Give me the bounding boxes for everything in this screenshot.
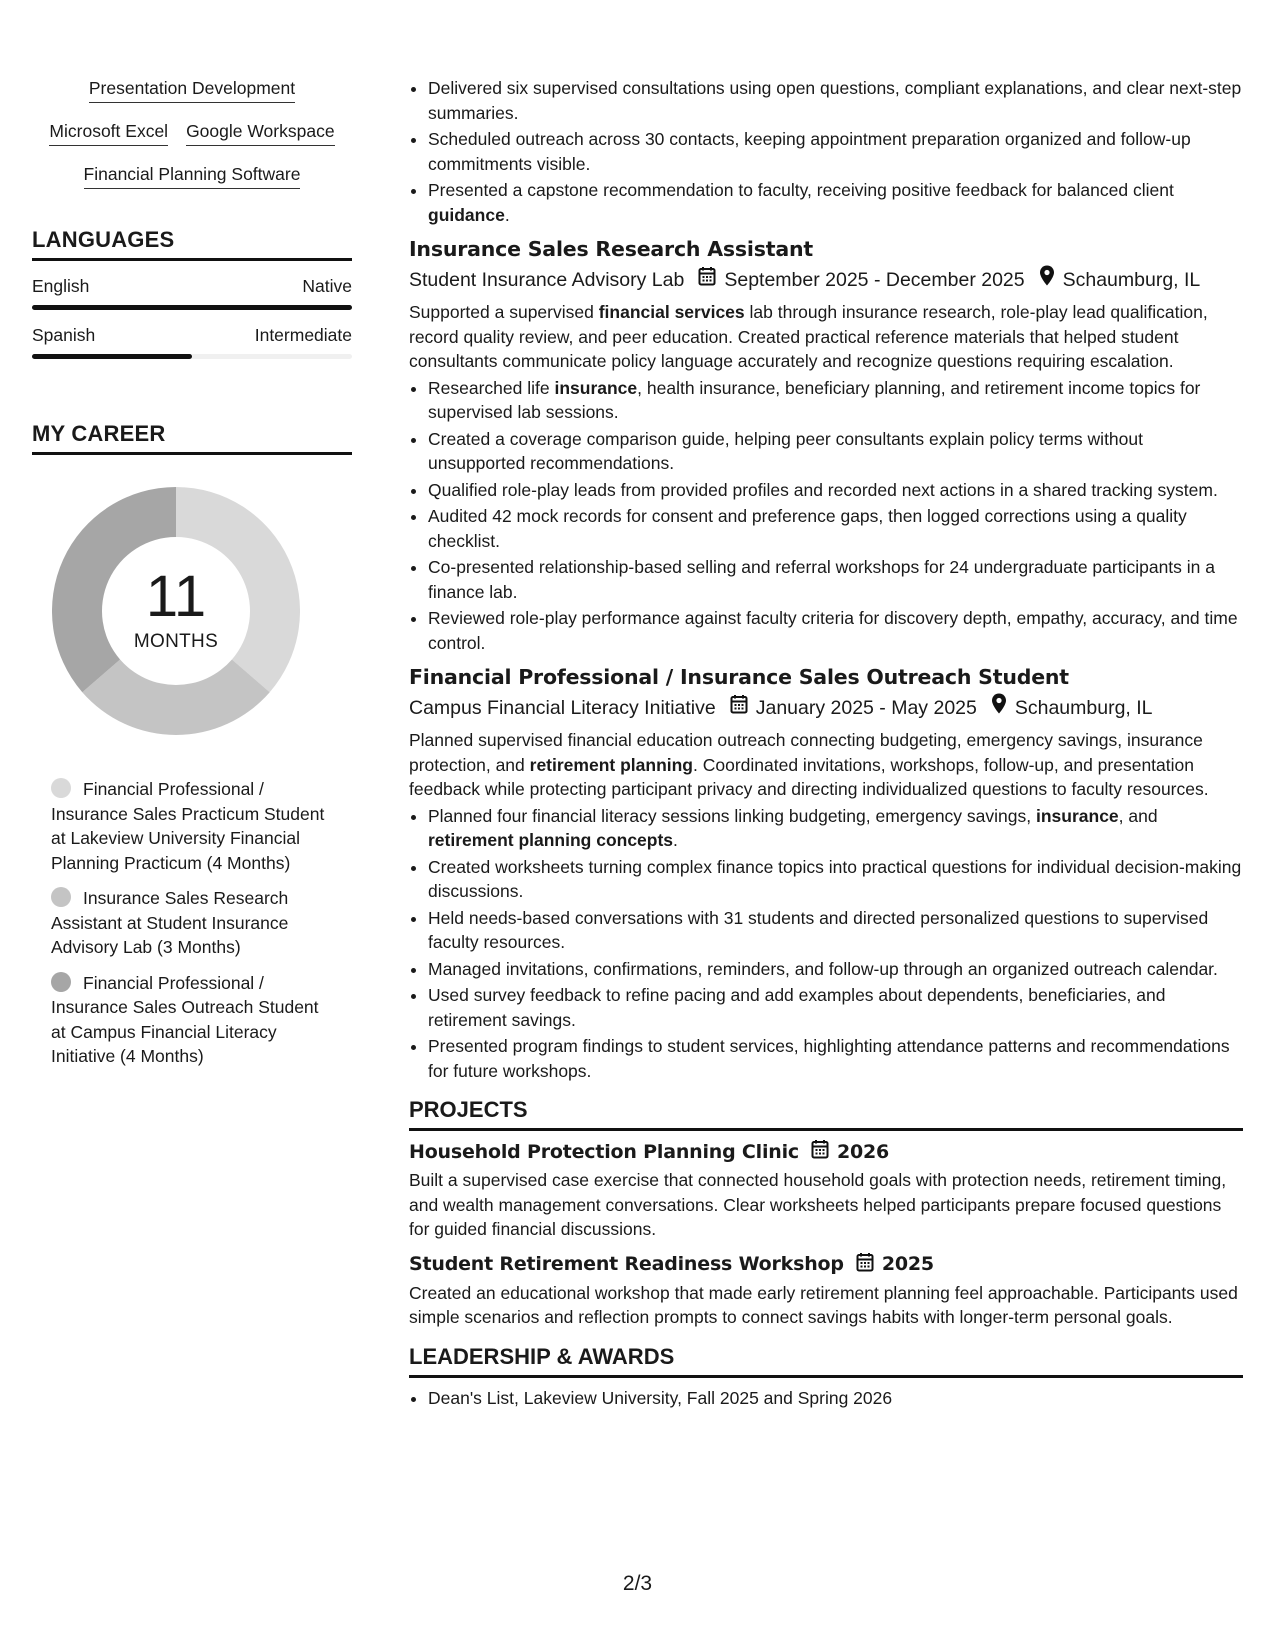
career-legend-label: Financial Professional / Insurance Sales Outreach Student at Campus Financial Literacy Initiative (4 Months) xyxy=(51,972,319,1066)
career-heading: MY CAREER xyxy=(32,421,352,455)
language-name: Spanish xyxy=(32,325,96,345)
job-location: Schaumburg, IL xyxy=(1014,696,1153,719)
skill-tag: Microsoft Excel xyxy=(49,119,168,146)
job-entry xyxy=(409,237,1243,655)
job-meta xyxy=(409,265,1243,294)
job-entry xyxy=(409,665,1243,1083)
calendar-icon xyxy=(730,694,748,722)
sidebar xyxy=(32,76,352,1080)
language-proficiency-bar xyxy=(32,354,352,359)
language-proficiency-fill xyxy=(32,305,352,310)
bullet-item: • Researched life insurance, health insurance, beneficiary planning, and retirement income topics for supervised lab sessions. xyxy=(428,376,1243,425)
bullet-item: • Planned four financial literacy sessions linking budgeting, emergency savings, insurance, and retirement planning concepts. xyxy=(428,804,1243,853)
emphasis: retirement planning xyxy=(529,754,693,775)
job-dates: January 2025 - May 2025 xyxy=(755,696,977,719)
bullet-item: • Presented a capstone recommendation to faculty, receiving positive feedback for balanced client guidance. xyxy=(428,178,1243,227)
legend-dot-icon xyxy=(51,972,71,992)
career-total: 11 xyxy=(145,564,207,629)
main-content xyxy=(409,76,1243,1412)
bullet-item: • Audited 42 mock records for consent and preference gaps, then logged corrections using a quality checklist. xyxy=(428,504,1243,553)
skill-tag: Google Workspace xyxy=(186,119,335,146)
career-legend-label: Financial Professional / Insurance Sales Practicum Student at Lakeview University Financial Planning Practicum (4 Months) xyxy=(51,779,325,873)
bullet-item: • Held needs-based conversations with 31 students and directed personalized questions to supervised faculty resources. xyxy=(428,906,1243,955)
career-legend-item xyxy=(51,777,331,875)
project-title-row xyxy=(409,1252,1243,1277)
career-legend-label: Insurance Sales Research Assistant at Student Insurance Advisory Lab (3 Months) xyxy=(51,888,289,957)
career-segment-2 xyxy=(82,659,269,735)
location-pin-icon xyxy=(1039,265,1055,294)
language-proficiency-bar xyxy=(32,305,352,310)
skill-row xyxy=(32,119,352,146)
job-meta xyxy=(409,693,1243,722)
leadership-heading: LEADERSHIP & AWARDS xyxy=(409,1344,1243,1378)
job-bullets xyxy=(409,804,1243,1084)
languages-list xyxy=(32,275,352,359)
emphasis: insurance xyxy=(1035,805,1119,826)
bullet-item: • Qualified role-play leads from provided profiles and recorded next actions in a shared tracking system. xyxy=(428,478,1243,503)
language-item xyxy=(32,275,352,310)
project-title-row xyxy=(409,1139,1243,1164)
emphasis: guidance xyxy=(428,204,505,225)
job-title: Insurance Sales Research Assistant xyxy=(409,237,813,261)
bullet-item: • Scheduled outreach across 30 contacts, keeping appointment preparation organized and follow-up commitments visible. xyxy=(428,127,1243,176)
project-entry xyxy=(409,1252,1243,1330)
career-legend-item xyxy=(51,886,331,960)
career-legend xyxy=(32,777,352,1069)
job-organization: Student Insurance Advisory Lab xyxy=(409,268,685,291)
project-description: Created an educational workshop that made early retirement planning feel approachable. Participants used simple scenarios and reflection prompts to connect savings habits with longer-term personal goals. xyxy=(409,1282,1238,1327)
language-level: Native xyxy=(302,276,352,296)
emphasis: insurance xyxy=(554,377,638,398)
skill-row xyxy=(32,76,352,103)
language-level: Intermediate xyxy=(254,325,352,345)
project-title: Household Protection Planning Clinic xyxy=(409,1140,799,1163)
skill-tag: Presentation Development xyxy=(89,76,295,103)
calendar-icon xyxy=(811,1139,829,1164)
legend-dot-icon xyxy=(51,778,71,798)
language-row xyxy=(32,324,352,346)
job-title: Financial Professional / Insurance Sales Outreach Student xyxy=(409,665,1069,689)
legend-dot-icon xyxy=(51,887,71,907)
bullet-item: • Delivered six supervised consultations using open questions, compliant explanations, and clear next-step summaries. xyxy=(428,76,1243,125)
skills-section xyxy=(32,76,352,189)
skill-tag: Financial Planning Software xyxy=(84,162,301,189)
job-summary: Supported a supervised financial services lab through insurance research, role-play lead qualification, record quality review, and peer education. Created practical reference materials that helped student consultants communicate policy language accurately and recognize questions requiring escalation. xyxy=(409,302,1208,371)
languages-heading: LANGUAGES xyxy=(32,227,352,261)
job-dates: September 2025 - December 2025 xyxy=(724,268,1025,291)
project-year: 2025 xyxy=(881,1253,934,1275)
skill-row xyxy=(32,162,352,189)
languages-section xyxy=(32,227,352,359)
project-description: Built a supervised case exercise that connected household goals with protection needs, retirement timing, and wealth management conversations. Clear worksheets helped participants prepare focused questions for guided financial discussions. xyxy=(409,1170,1227,1239)
leadership-item: • Dean's List, Lakeview University, Fall 2025 and Spring 2026 xyxy=(428,1386,1243,1411)
language-item xyxy=(32,324,352,359)
emphasis: financial services xyxy=(598,302,745,322)
bullet-item: • Created worksheets turning complex finance topics into practical questions for individual decision-making discussions. xyxy=(428,855,1243,904)
job-summary: Planned supervised financial education outreach connecting budgeting, emergency savings, insurance protection, and retirement planning. Coordinated invitations, workshops, follow-up, and presentation feedback while protecting participant privacy and directing individualized questions to faculty resources. xyxy=(409,730,1209,799)
experience-list xyxy=(409,237,1243,1083)
page-number: 2/3 xyxy=(622,1572,653,1595)
bullet-item: • Used survey feedback to refine pacing and add examples about dependents, beneficiaries, and retirement savings. xyxy=(428,983,1243,1032)
projects-heading: PROJECTS xyxy=(409,1097,1243,1131)
projects-list xyxy=(409,1139,1243,1330)
career-legend-item xyxy=(51,971,331,1069)
language-proficiency-fill xyxy=(32,354,192,359)
project-year: 2026 xyxy=(837,1140,890,1163)
project-title: Student Retirement Readiness Workshop xyxy=(409,1253,844,1275)
bullet-item: • Created a coverage comparison guide, helping peer consultants explain policy terms without unsupported recommendations. xyxy=(428,427,1243,476)
bullet-item: • Managed invitations, confirmations, reminders, and follow-up through an organized outreach calendar. xyxy=(428,957,1243,982)
bullet-item: • Co-presented relationship-based selling and referral workshops for 24 undergraduate participants in a finance lab. xyxy=(428,555,1243,604)
career-section xyxy=(32,421,352,1069)
bullet-item: • Reviewed role-play performance against faculty criteria for discovery depth, empathy, accuracy, and time control. xyxy=(428,606,1243,655)
emphasis: retirement planning concepts xyxy=(428,830,674,850)
bullet-item: • Presented program findings to student services, highlighting attendance patterns and recommendations for future workshops. xyxy=(428,1034,1243,1083)
language-row xyxy=(32,275,352,297)
career-unit: MONTHS xyxy=(133,631,219,652)
calendar-icon xyxy=(698,266,716,294)
language-name: English xyxy=(32,276,90,296)
location-pin-icon xyxy=(991,693,1007,722)
job-location: Schaumburg, IL xyxy=(1062,268,1201,291)
project-entry xyxy=(409,1139,1243,1242)
job-bullets xyxy=(409,376,1243,656)
leadership-list xyxy=(409,1386,1243,1411)
intro-bullets xyxy=(409,76,1243,227)
job-organization: Campus Financial Literacy Initiative xyxy=(409,696,716,719)
calendar-icon xyxy=(856,1252,874,1277)
career-donut xyxy=(32,487,352,747)
